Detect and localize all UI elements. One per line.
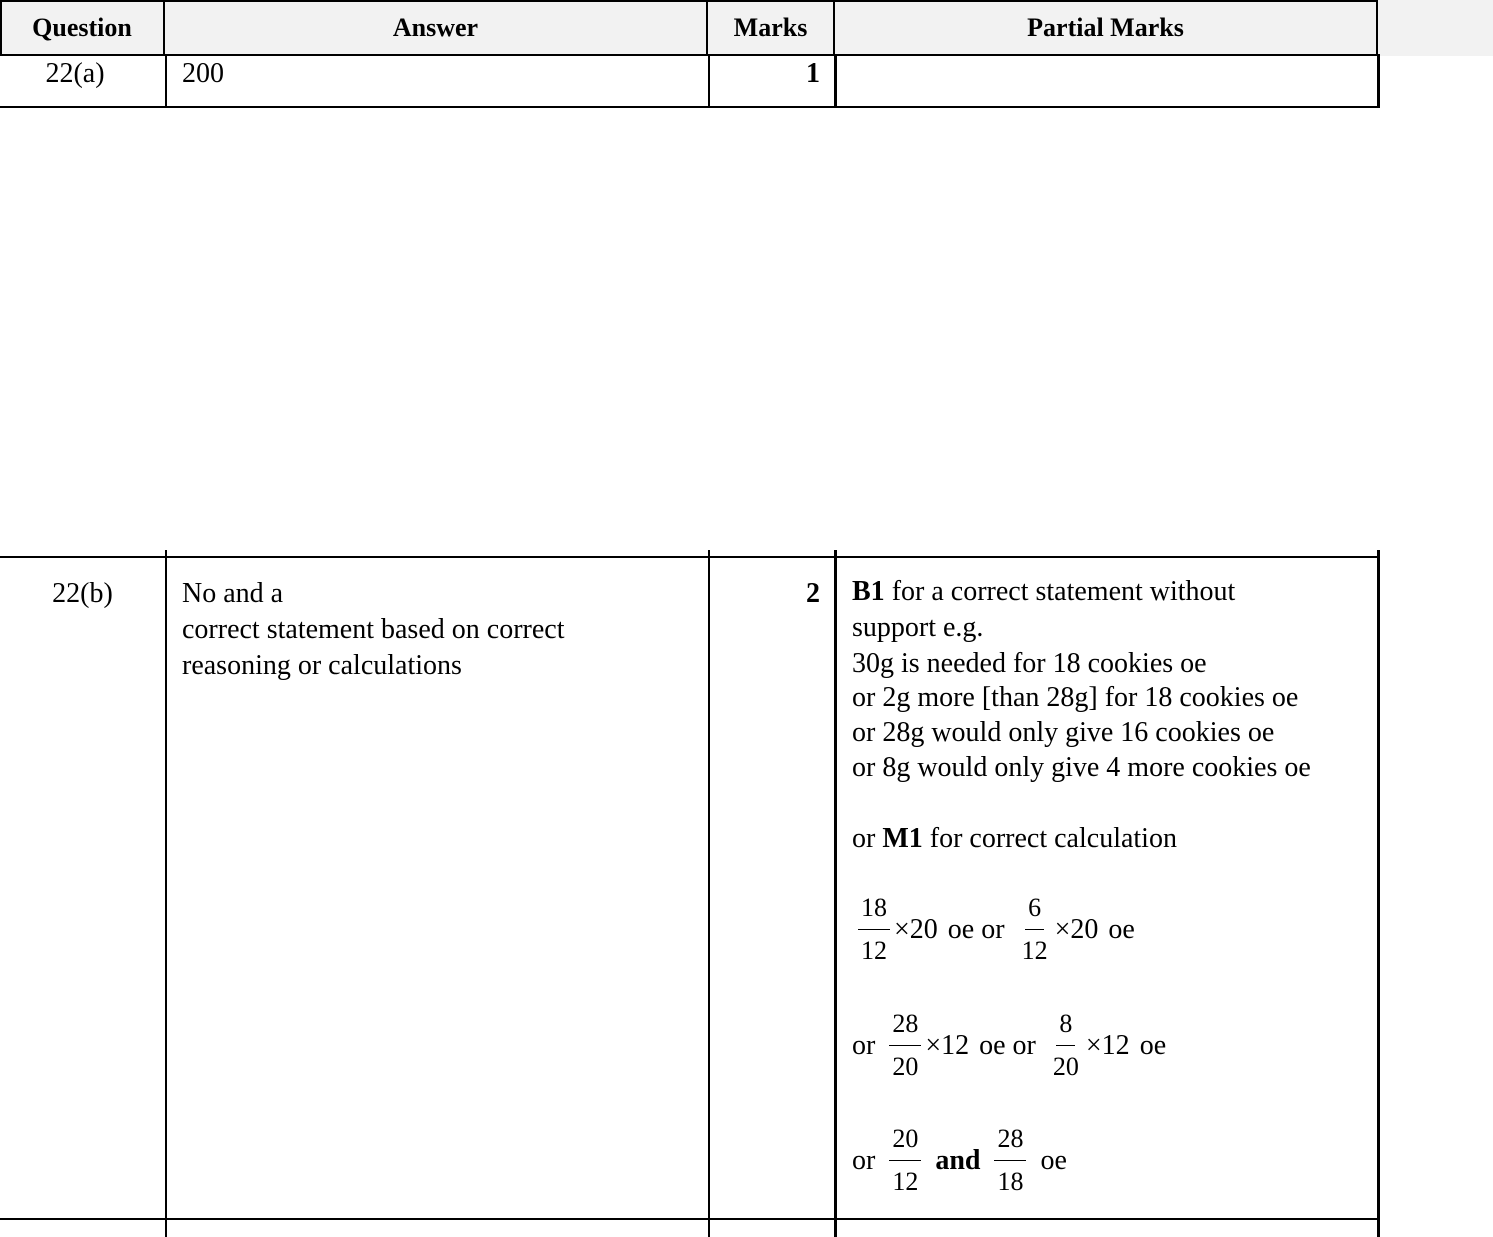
calc1-fraction-2 <box>1019 893 1051 966</box>
calc-row-1 <box>854 893 1135 966</box>
m1-prefix: or <box>852 823 876 854</box>
calc2-f1-numerator: 28 <box>889 1009 921 1046</box>
b1-text: for a correct statement without <box>891 576 1236 607</box>
calc3-fraction-1 <box>889 1124 921 1197</box>
column-header-question: Question <box>32 13 132 42</box>
row-b-question: 22(b) <box>52 578 113 609</box>
row-b-answer-line-1: No and a <box>182 578 284 609</box>
row-a-bottom-border <box>0 106 1380 108</box>
calc2-end-text: oe <box>1139 1029 1167 1061</box>
row-b-divider-2 <box>708 550 710 1237</box>
calc3-f2-denominator: 18 <box>997 1167 1024 1196</box>
column-header-partial-marks: Partial Marks <box>1027 13 1184 42</box>
b1-code: B1 <box>852 576 885 607</box>
column-header-marks: Marks <box>733 13 808 42</box>
row-b-marks: 2 <box>806 578 820 609</box>
calc1-f1-multiplier: ×20 <box>894 913 938 945</box>
partial-line-3: 30g is needed for 18 cookies oe <box>852 648 1207 679</box>
calc3-and-text: and <box>935 1144 981 1176</box>
partial-b1-line <box>852 576 1235 608</box>
row-b-answer <box>182 576 564 684</box>
row-a-answer: 200 <box>182 58 224 89</box>
row-a-divider-3 <box>834 56 837 108</box>
calc3-prefix: or <box>852 1144 876 1176</box>
partial-line-6: or 8g would only give 4 more cookies oe <box>852 752 1311 783</box>
calc2-f2-multiplier: ×12 <box>1085 1029 1130 1061</box>
partial-line-2: support e.g. <box>852 612 984 643</box>
calc1-f1-denominator: 12 <box>861 936 887 965</box>
calc2-fraction-2 <box>1050 1009 1082 1082</box>
calc2-f2-denominator: 20 <box>1052 1052 1079 1081</box>
row-b-right-border <box>1377 550 1380 1237</box>
calc2-f1-multiplier: ×12 <box>925 1029 970 1061</box>
m1-code: M1 <box>882 823 923 854</box>
calc2-prefix: or <box>852 1029 876 1061</box>
row-a-divider-1 <box>165 56 167 108</box>
partial-line-5: or 28g would only give 16 cookies oe <box>852 717 1275 748</box>
partial-m1-line <box>852 823 1177 855</box>
partial-line-4: or 2g more [than 28g] for 18 cookies oe <box>852 682 1299 713</box>
calc2-f1-denominator: 20 <box>892 1052 919 1081</box>
column-header-answer: Answer <box>392 13 479 42</box>
calc1-f2-numerator: 6 <box>1025 893 1044 930</box>
row-b-divider-3 <box>834 550 837 1237</box>
calc2-mid-text: oe or <box>979 1029 1036 1061</box>
calc-row-2 <box>852 1009 1166 1082</box>
row-b-top-border <box>0 556 1380 558</box>
calc3-end-text: oe <box>1040 1144 1067 1176</box>
calc2-fraction-1 <box>889 1009 921 1082</box>
calc3-fraction-2 <box>994 1124 1026 1197</box>
calc1-f2-multiplier: ×20 <box>1054 913 1099 945</box>
calc3-f1-denominator: 12 <box>892 1167 919 1196</box>
row-b-divider-1 <box>165 550 167 1237</box>
row-a-right-border <box>1377 56 1380 108</box>
calc1-mid-text: oe or <box>947 913 1005 945</box>
calc2-f2-numerator: 8 <box>1056 1009 1075 1046</box>
row-b-bottom-border <box>0 1218 1380 1220</box>
calc3-f1-numerator: 20 <box>889 1124 921 1161</box>
calc-row-3 <box>852 1124 1067 1197</box>
row-a-marks: 1 <box>806 58 820 89</box>
calc1-end-text: oe <box>1108 913 1135 945</box>
row-a-question: 22(a) <box>45 58 105 89</box>
calc1-fraction-1 <box>858 893 890 966</box>
calc1-f2-denominator: 12 <box>1021 936 1048 965</box>
calc1-f1-numerator: 18 <box>858 893 890 930</box>
calc3-f2-numerator: 28 <box>994 1124 1026 1161</box>
row-b-answer-line-3: reasoning or calculations <box>182 650 462 681</box>
m1-text: for correct calculation <box>929 823 1177 854</box>
row-b-answer-line-2: correct statement based on correct <box>182 614 565 645</box>
